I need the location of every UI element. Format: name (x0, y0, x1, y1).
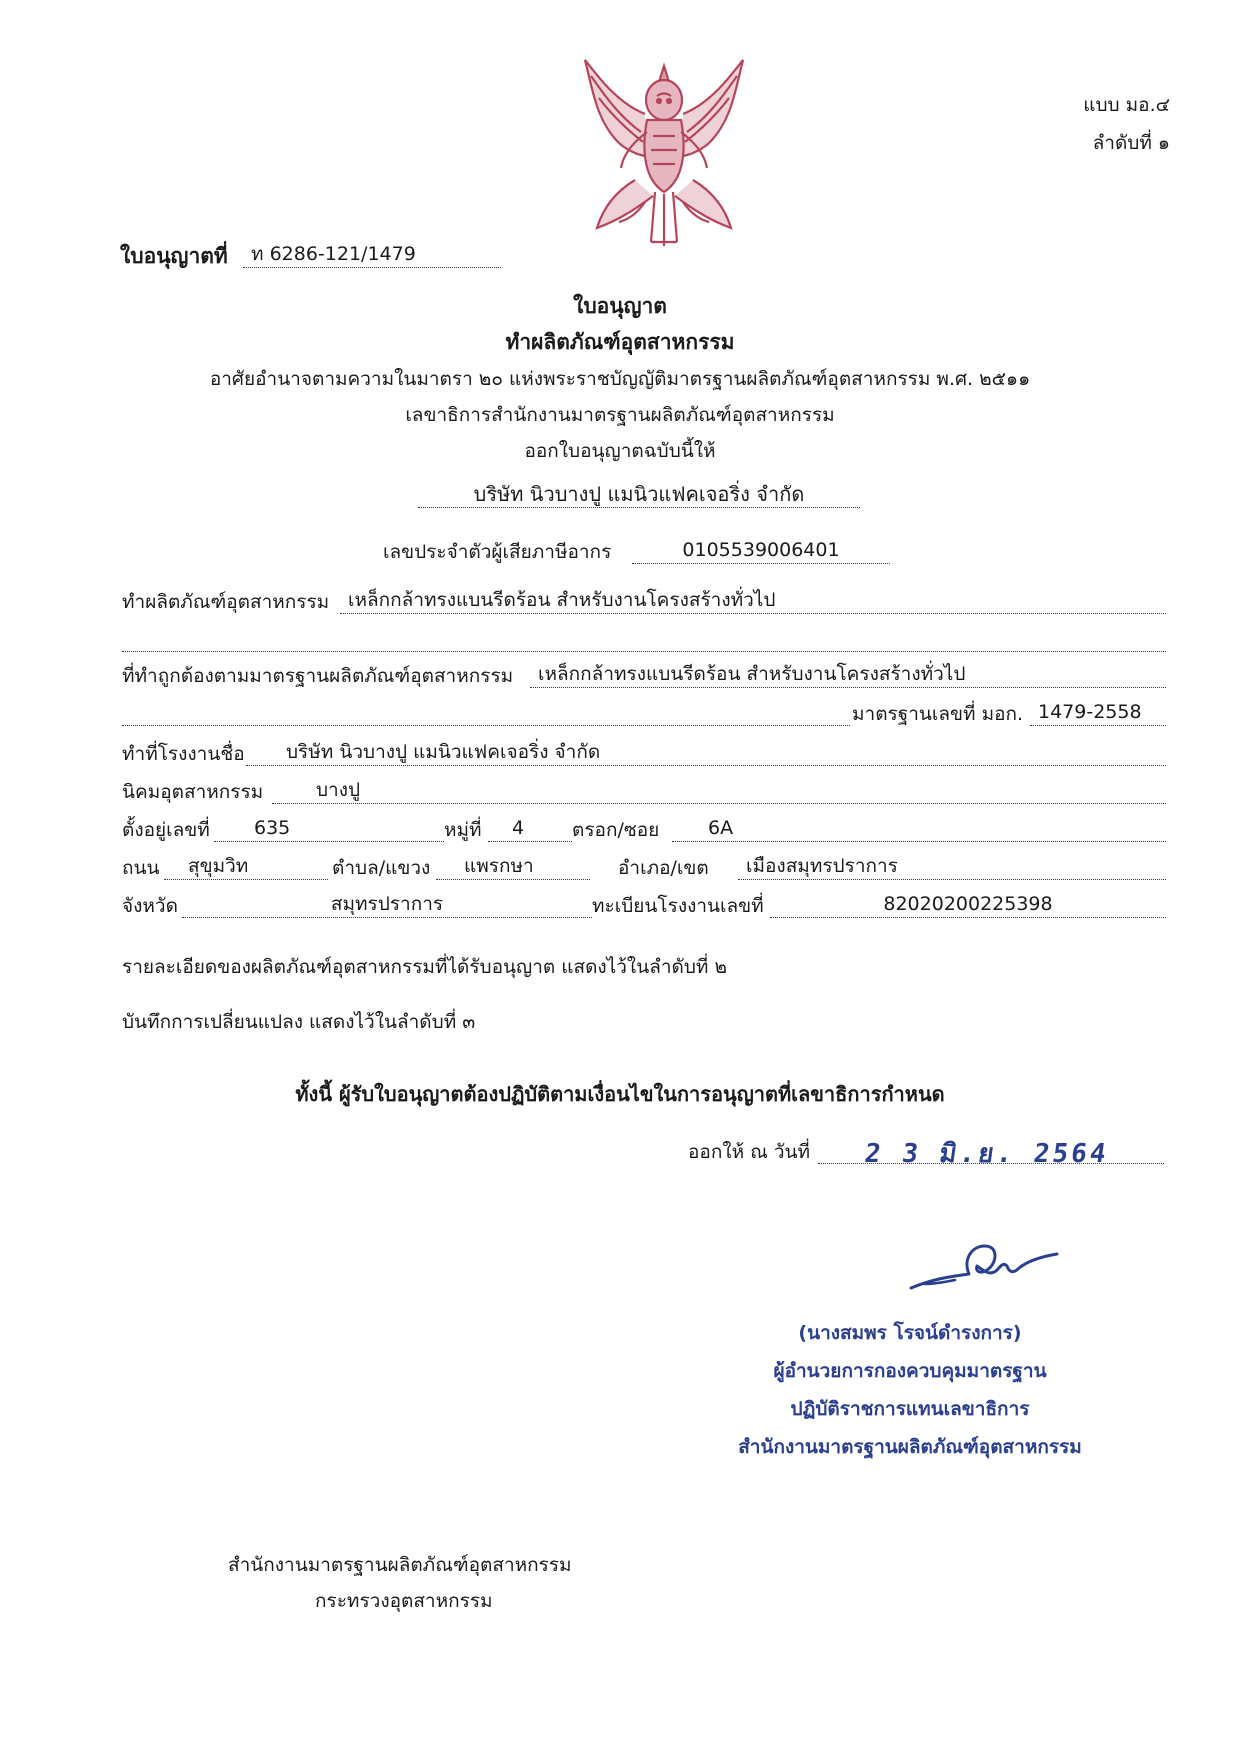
licensee-name: บริษัท นิวบางปู แมนิวแฟคเจอริ่ง จำกัด (418, 482, 860, 508)
license-no-value: ท 6286-121/1479 (243, 242, 501, 268)
factory-name-value: บริษัท นิวบางปู แมนิวแฟคเจอริ่ง จำกัด (246, 740, 1166, 766)
form-code-label: แบบ มอ.๔ (1083, 94, 1170, 116)
office-line-1: สำนักงานมาตรฐานผลิตภัณฑ์อุตสาหกรรม (228, 1554, 572, 1576)
authority-line-3: ออกใบอนุญาตฉบับนี้ให้ (524, 440, 716, 462)
soi-value: 6A (672, 816, 1166, 842)
authority-line-2: เลขาธิการสำนักงานมาตรฐานผลิตภัณฑ์อุตสาหกรรม (405, 404, 835, 426)
form-sequence: ลำดับที่ ๑ (1092, 132, 1170, 154)
estate-value: บางปู (272, 778, 1166, 804)
road-value: สุขุมวิท (164, 854, 328, 880)
product-label: ทำผลิตภัณฑ์อุตสาหกรรม (122, 591, 330, 613)
address-no-label: ตั้งอยู่เลขที่ (122, 819, 210, 841)
document-subtitle: ทำผลิตภัณฑ์อุตสาหกรรม (505, 330, 735, 354)
signer-name: (นางสมพร โรจน์ดำรงการ) (798, 1322, 1022, 1344)
changes-note: บันทึกการเปลี่ยนแปลง แสดงไว้ในลำดับที่ ๓ (122, 1011, 476, 1033)
standard-label: ที่ทำถูกต้องตามมาตรฐานผลิตภัณฑ์อุตสาหกรรม (122, 665, 514, 687)
license-no-label: ใบอนุญาตที่ (120, 244, 228, 268)
details-note: รายละเอียดของผลิตภัณฑ์อุตสาหกรรมที่ได้รับอนุญาต แสดงไว้ในลำดับที่ ๒ (122, 956, 727, 978)
subdistrict-label: ตำบล/แขวง (332, 857, 431, 879)
product-blank-line (122, 626, 1166, 652)
standard-number-label: มาตรฐานเลขที่ มอก. (852, 703, 1024, 725)
form-code (1083, 86, 1170, 162)
province-value: สมุทรปราการ (182, 892, 592, 918)
standard-blank-line (122, 700, 850, 726)
signature-icon (905, 1220, 1065, 1300)
address-no-value: 635 (214, 816, 444, 842)
condition-note: ทั้งนี้ ผู้รับใบอนุญาตต้องปฏิบัติตามเงื่อนไขในการอนุญาตที่เลขาธิการกำหนด (295, 1082, 945, 1106)
factory-reg-value: 82020200225398 (770, 892, 1166, 918)
issue-date-label: ออกให้ ณ วันที่ (688, 1141, 811, 1163)
moo-label: หมู่ที่ (444, 819, 482, 841)
office-line-2: กระทรวงอุตสาหกรรม (315, 1590, 493, 1612)
factory-reg-label: ทะเบียนโรงงานเลขที่ (592, 895, 764, 917)
signer-title-3: สำนักงานมาตรฐานผลิตภัณฑ์อุตสาหกรรม (738, 1436, 1082, 1458)
standard-number-value: 1479-2558 (1030, 700, 1166, 726)
estate-label: นิคมอุตสาหกรรม (122, 781, 264, 803)
authority-line-1: อาศัยอำนาจตามความในมาตรา ๒๐ แห่งพระราชบัญญัติมาตรฐานผลิตภัณฑ์อุตสาหกรรม พ.ศ. ๒๕๑๑ (209, 368, 1031, 390)
standard-value: เหล็กกล้าทรงแบนรีดร้อน สำหรับงานโครงสร้างทั่วไป (530, 662, 1166, 688)
garuda-emblem-icon (575, 52, 753, 250)
road-label: ถนน (122, 857, 160, 879)
signer-title-1: ผู้อำนวยการกองควบคุมมาตรฐาน (773, 1360, 1047, 1382)
district-label: อำเภอ/เขต (618, 857, 709, 879)
signer-title-2: ปฏิบัติราชการแทนเลขาธิการ (790, 1398, 1030, 1420)
district-value: เมืองสมุทรปราการ (738, 854, 1166, 880)
subdistrict-value: แพรกษา (436, 854, 590, 880)
factory-name-label: ทำที่โรงงานชื่อ (122, 743, 245, 765)
product-value: เหล็กกล้าทรงแบนรีดร้อน สำหรับงานโครงสร้างทั่วไป (340, 588, 1166, 614)
issue-date-value: 2 3 มิ.ย. 2564 (862, 1139, 1111, 1169)
document-title: ใบอนุญาต (573, 294, 667, 318)
province-label: จังหวัด (122, 895, 178, 917)
soi-label: ตรอก/ซอย (572, 819, 660, 841)
tax-id-label: เลขประจำตัวผู้เสียภาษีอากร (383, 541, 612, 563)
moo-value: 4 (488, 816, 572, 842)
tax-id-value: 0105539006401 (632, 538, 890, 564)
